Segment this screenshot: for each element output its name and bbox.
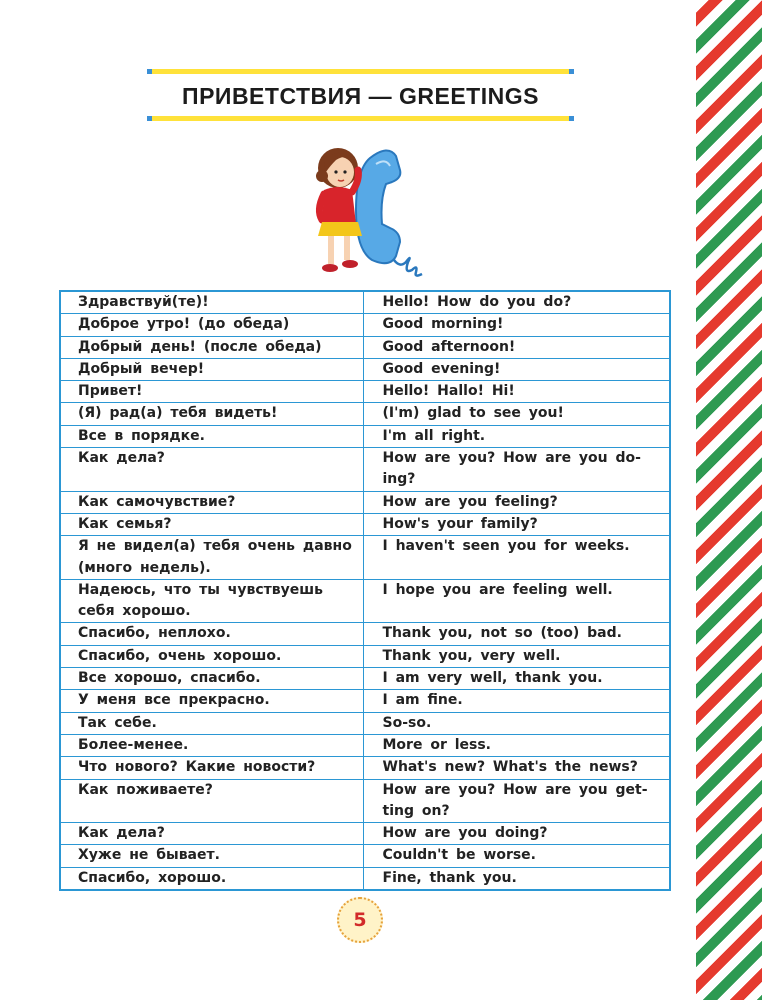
russian-phrase-cell: Спасибо, хорошо. xyxy=(60,867,363,890)
table-row xyxy=(60,867,670,890)
table-row xyxy=(60,734,670,756)
english-phrase-cell: I am very well, thank you. xyxy=(363,668,670,690)
english-phrase-cell: (I'm) glad to see you! xyxy=(363,403,670,425)
table-row xyxy=(60,425,670,447)
table-row xyxy=(60,536,670,580)
english-phrase-cell: More or less. xyxy=(363,734,670,756)
english-phrase-cell: Good afternoon! xyxy=(363,336,670,358)
english-phrase-cell: Couldn't be worse. xyxy=(363,845,670,867)
russian-phrase-cell: Спасибо, очень хорошо. xyxy=(60,645,363,667)
russian-phrase-cell: Надеюсь, что ты чувствуешь себя хорошо. xyxy=(60,579,363,623)
russian-phrase-cell: У меня все прекрасно. xyxy=(60,690,363,712)
table-row xyxy=(60,668,670,690)
russian-phrase-cell: Как семья? xyxy=(60,513,363,535)
russian-phrase-cell: Как дела? xyxy=(60,448,363,492)
page-title: ПРИВЕТСТВИЯ — GREETINGS xyxy=(182,83,539,109)
table-row xyxy=(60,779,670,823)
russian-phrase-cell: Привет! xyxy=(60,381,363,403)
table-row xyxy=(60,712,670,734)
russian-phrase-cell: Все хорошо, спасибо. xyxy=(60,668,363,690)
table-row xyxy=(60,757,670,779)
english-phrase-cell: How are you? How are you do-ing? xyxy=(363,448,670,492)
russian-phrase-cell: Все в порядке. xyxy=(60,425,363,447)
table-row xyxy=(60,513,670,535)
russian-phrase-cell: Как поживаете? xyxy=(60,779,363,823)
russian-phrase-cell: Более-менее. xyxy=(60,734,363,756)
table-row xyxy=(60,448,670,492)
title-bar-bottom xyxy=(147,116,574,121)
russian-phrase-cell: Здравствуй(те)! xyxy=(60,291,363,314)
english-phrase-cell: Thank you, not so (too) bad. xyxy=(363,623,670,645)
table-row xyxy=(60,491,670,513)
english-phrase-cell: Good morning! xyxy=(363,314,670,336)
english-phrase-cell: How's your family? xyxy=(363,513,670,535)
english-phrase-cell: Thank you, very well. xyxy=(363,645,670,667)
table-row xyxy=(60,690,670,712)
table-row xyxy=(60,579,670,623)
english-phrase-cell: Good evening! xyxy=(363,358,670,380)
table-row xyxy=(60,845,670,867)
english-phrase-cell: Fine, thank you. xyxy=(363,867,670,890)
russian-phrase-cell: Спасибо, неплохо. xyxy=(60,623,363,645)
russian-phrase-cell: Добрый день! (после обеда) xyxy=(60,336,363,358)
english-phrase-cell: I hope you are feeling well. xyxy=(363,579,670,623)
english-phrase-cell: What's new? What's the news? xyxy=(363,757,670,779)
title-bar-top xyxy=(147,69,574,74)
page-number-badge: 5 xyxy=(337,897,383,943)
table-row xyxy=(60,291,670,314)
table-row xyxy=(60,403,670,425)
english-phrase-cell: I'm all right. xyxy=(363,425,670,447)
telephone-handset-icon xyxy=(356,150,422,275)
table-row xyxy=(60,645,670,667)
russian-phrase-cell: Как самочувствие? xyxy=(60,491,363,513)
russian-phrase-cell: Хуже не бывает. xyxy=(60,845,363,867)
english-phrase-cell: I am fine. xyxy=(363,690,670,712)
russian-phrase-cell: (Я) рад(а) тебя видеть! xyxy=(60,403,363,425)
table-row xyxy=(60,314,670,336)
table-row xyxy=(60,823,670,845)
russian-phrase-cell: Я не видел(а) тебя очень давно (много недель). xyxy=(60,536,363,580)
table-row xyxy=(60,381,670,403)
english-phrase-cell: How are you? How are you get-ting on? xyxy=(363,779,670,823)
english-phrase-cell: How are you doing? xyxy=(363,823,670,845)
english-phrase-cell: How are you feeling? xyxy=(363,491,670,513)
english-phrase-cell: I haven't seen you for weeks. xyxy=(363,536,670,580)
russian-phrase-cell: Что нового? Какие новости? xyxy=(60,757,363,779)
english-phrase-cell: So-so. xyxy=(363,712,670,734)
table-row xyxy=(60,336,670,358)
russian-phrase-cell: Так себе. xyxy=(60,712,363,734)
russian-phrase-cell: Доброе утро! (до обеда) xyxy=(60,314,363,336)
greetings-phrase-table xyxy=(59,290,671,891)
russian-phrase-cell: Как дела? xyxy=(60,823,363,845)
title-banner xyxy=(147,69,574,121)
girl-with-telephone-illustration xyxy=(296,140,426,282)
english-phrase-cell: Hello! How do you do? xyxy=(363,291,670,314)
russian-phrase-cell: Добрый вечер! xyxy=(60,358,363,380)
decorative-stripe-border xyxy=(696,0,762,1000)
table-row xyxy=(60,358,670,380)
table-row xyxy=(60,623,670,645)
english-phrase-cell: Hello! Hallo! Hi! xyxy=(363,381,670,403)
